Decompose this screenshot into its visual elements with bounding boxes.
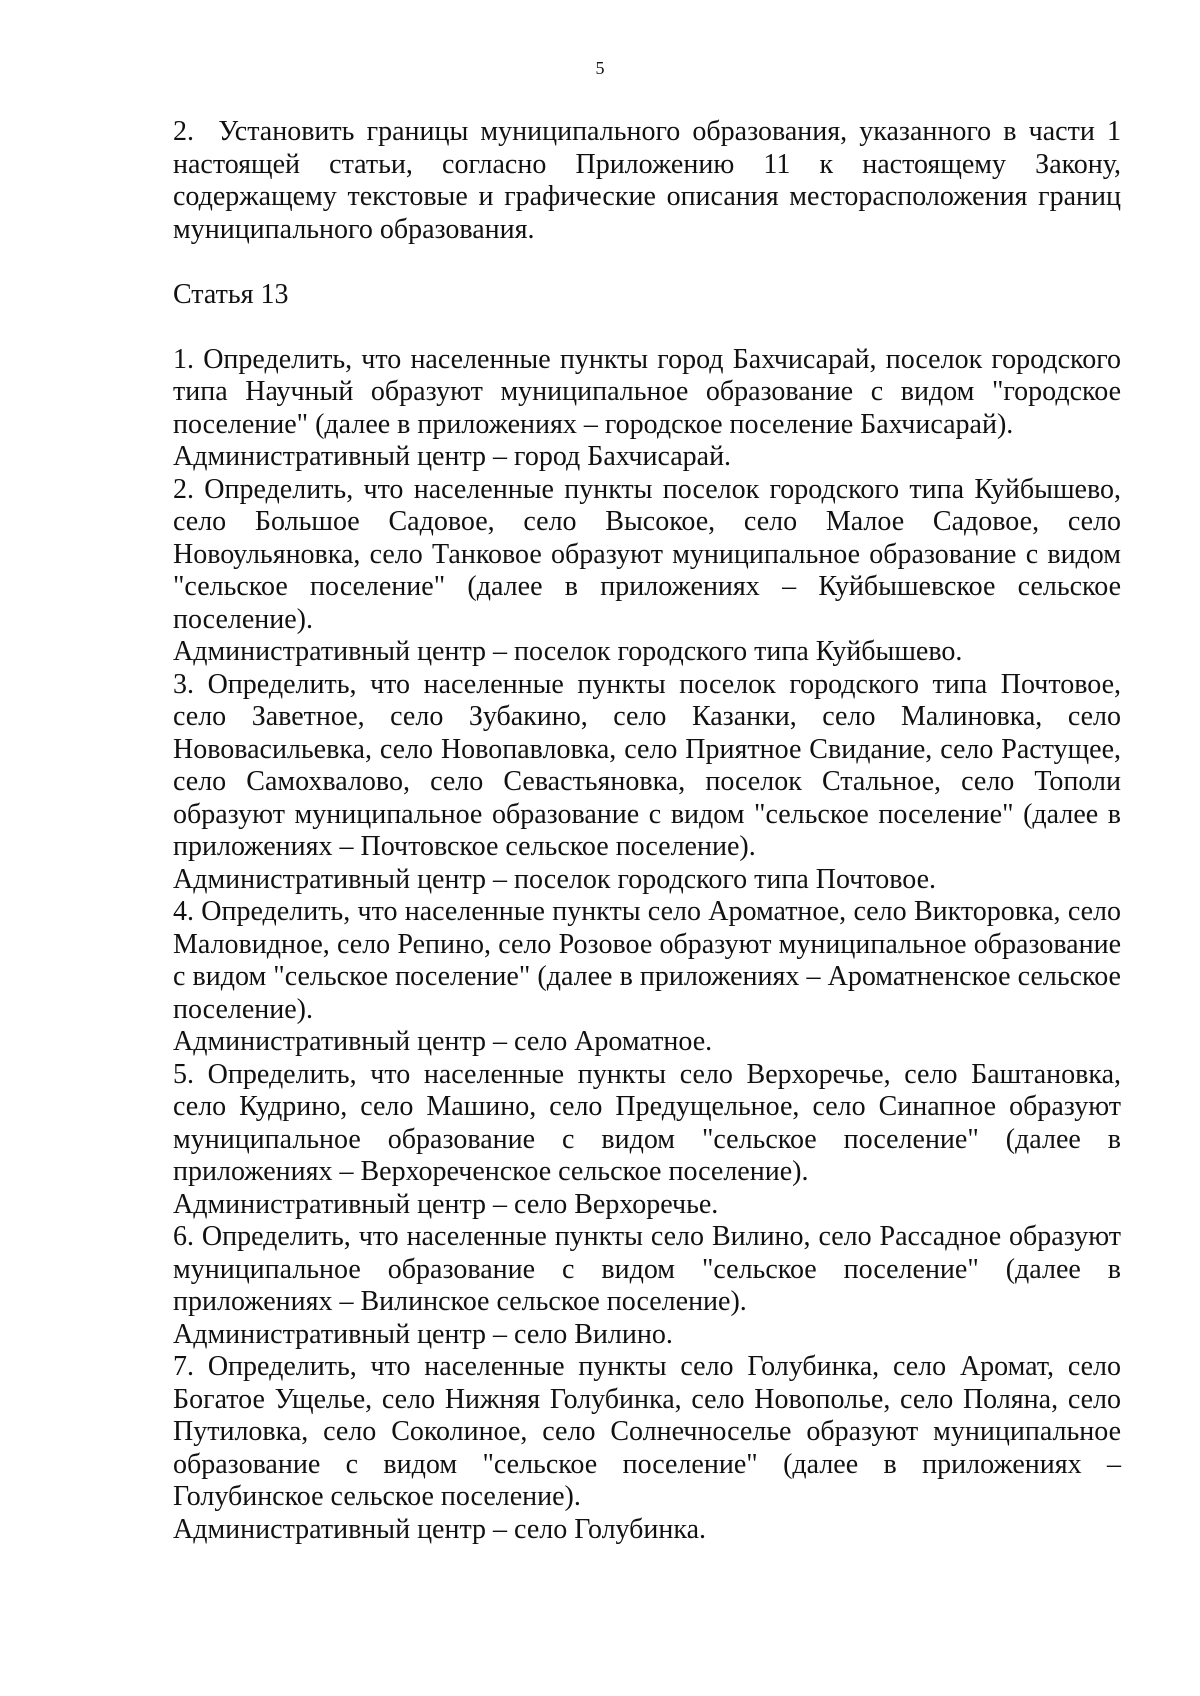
article-item-3: 3. Определить, что населенные пункты поселок городского типа Почтовое, село Заветное, село Зубакино, село Казанки, село Малиновка, село Нововасильевка, село Новопавловка, село Приятное Свидание, село Растущее, село Самохвалово, село Севастьяновка, поселок Стальное, село Тополи образуют муниципальное образование с видом "сельское поселение" (далее в приложениях – Почтовское сельское поселение). xyxy=(173,668,1121,862)
intro-paragraph: 2. Установить границы муниципального образования, указанного в части 1 настоящей статьи, согласно Приложению 11 к настоящему Закону, содержащему текстовые и графические описания месторасположения границ муниципального образования. xyxy=(173,116,1121,245)
administrative-center-7: Административный центр – село Голубинка. xyxy=(173,1513,706,1545)
article-title: Статья 13 xyxy=(173,278,289,310)
administrative-center-2: Административный центр – поселок городского типа Куйбышево. xyxy=(173,636,963,667)
article-item-4: 4. Определить, что населенные пункты село Ароматное, село Викторовка, село Маловидное, село Репино, село Розовое образуют муниципальное образование с видом "сельское поселение" (далее в приложениях – Ароматненское сельское поселение). xyxy=(173,896,1121,1025)
article-item-6: 6. Определить, что населенные пункты село Вилино, село Рассадное образуют муниципальное образование с видом "сельское поселение" (далее в приложениях – Вилинское сельское поселение). xyxy=(173,1221,1121,1317)
administrative-center-6: Административный центр – село Вилино. xyxy=(173,1318,673,1350)
spacer xyxy=(173,311,1121,344)
page-number: 5 xyxy=(595,58,605,78)
article-item-7: 7. Определить, что населенные пункты село Голубинка, село Аромат, село Богатое Ущелье, село Нижняя Голубинка, село Новополье, село Поляна, село Путиловка, село Соколиное, село Солнечноселье образуют муниципальное образование с видом "сельское поселение" (далее в приложениях – Голубинское сельское поселение). xyxy=(173,1351,1121,1512)
article-item-5: 5. Определить, что населенные пункты село Верхоречье, село Баштановка, село Кудрино, село Машино, село Предущельное, село Синапное образуют муниципальное образование с видом "сельское поселение" (далее в приложениях – Верхореченское сельское поселение). xyxy=(173,1058,1121,1187)
administrative-center-3: Административный центр – поселок городского типа Почтовое. xyxy=(173,863,936,895)
spacer xyxy=(173,246,1121,279)
document-body xyxy=(173,116,1121,1546)
administrative-center-4: Административный центр – село Ароматное. xyxy=(173,1026,713,1057)
administrative-center-5: Административный центр – село Верхоречье. xyxy=(173,1188,719,1220)
administrative-center-1: Административный центр – город Бахчисарай. xyxy=(173,441,732,472)
article-item-2: 2. Определить, что населенные пункты поселок городского типа Куйбышево, село Большое Садовое, село Высокое, село Малое Садовое, село Новоульяновка, село Танковое образуют муниципальное образование с видом "сельское поселение" (далее в приложениях – Куйбышевское сельское поселение). xyxy=(173,473,1121,635)
article-item-1: 1. Определить, что населенные пункты город Бахчисарай, поселок городского типа Научный образуют муниципальное образование с видом "городское поселение" (далее в приложениях – городское поселение Бахчисарай). xyxy=(173,343,1121,440)
